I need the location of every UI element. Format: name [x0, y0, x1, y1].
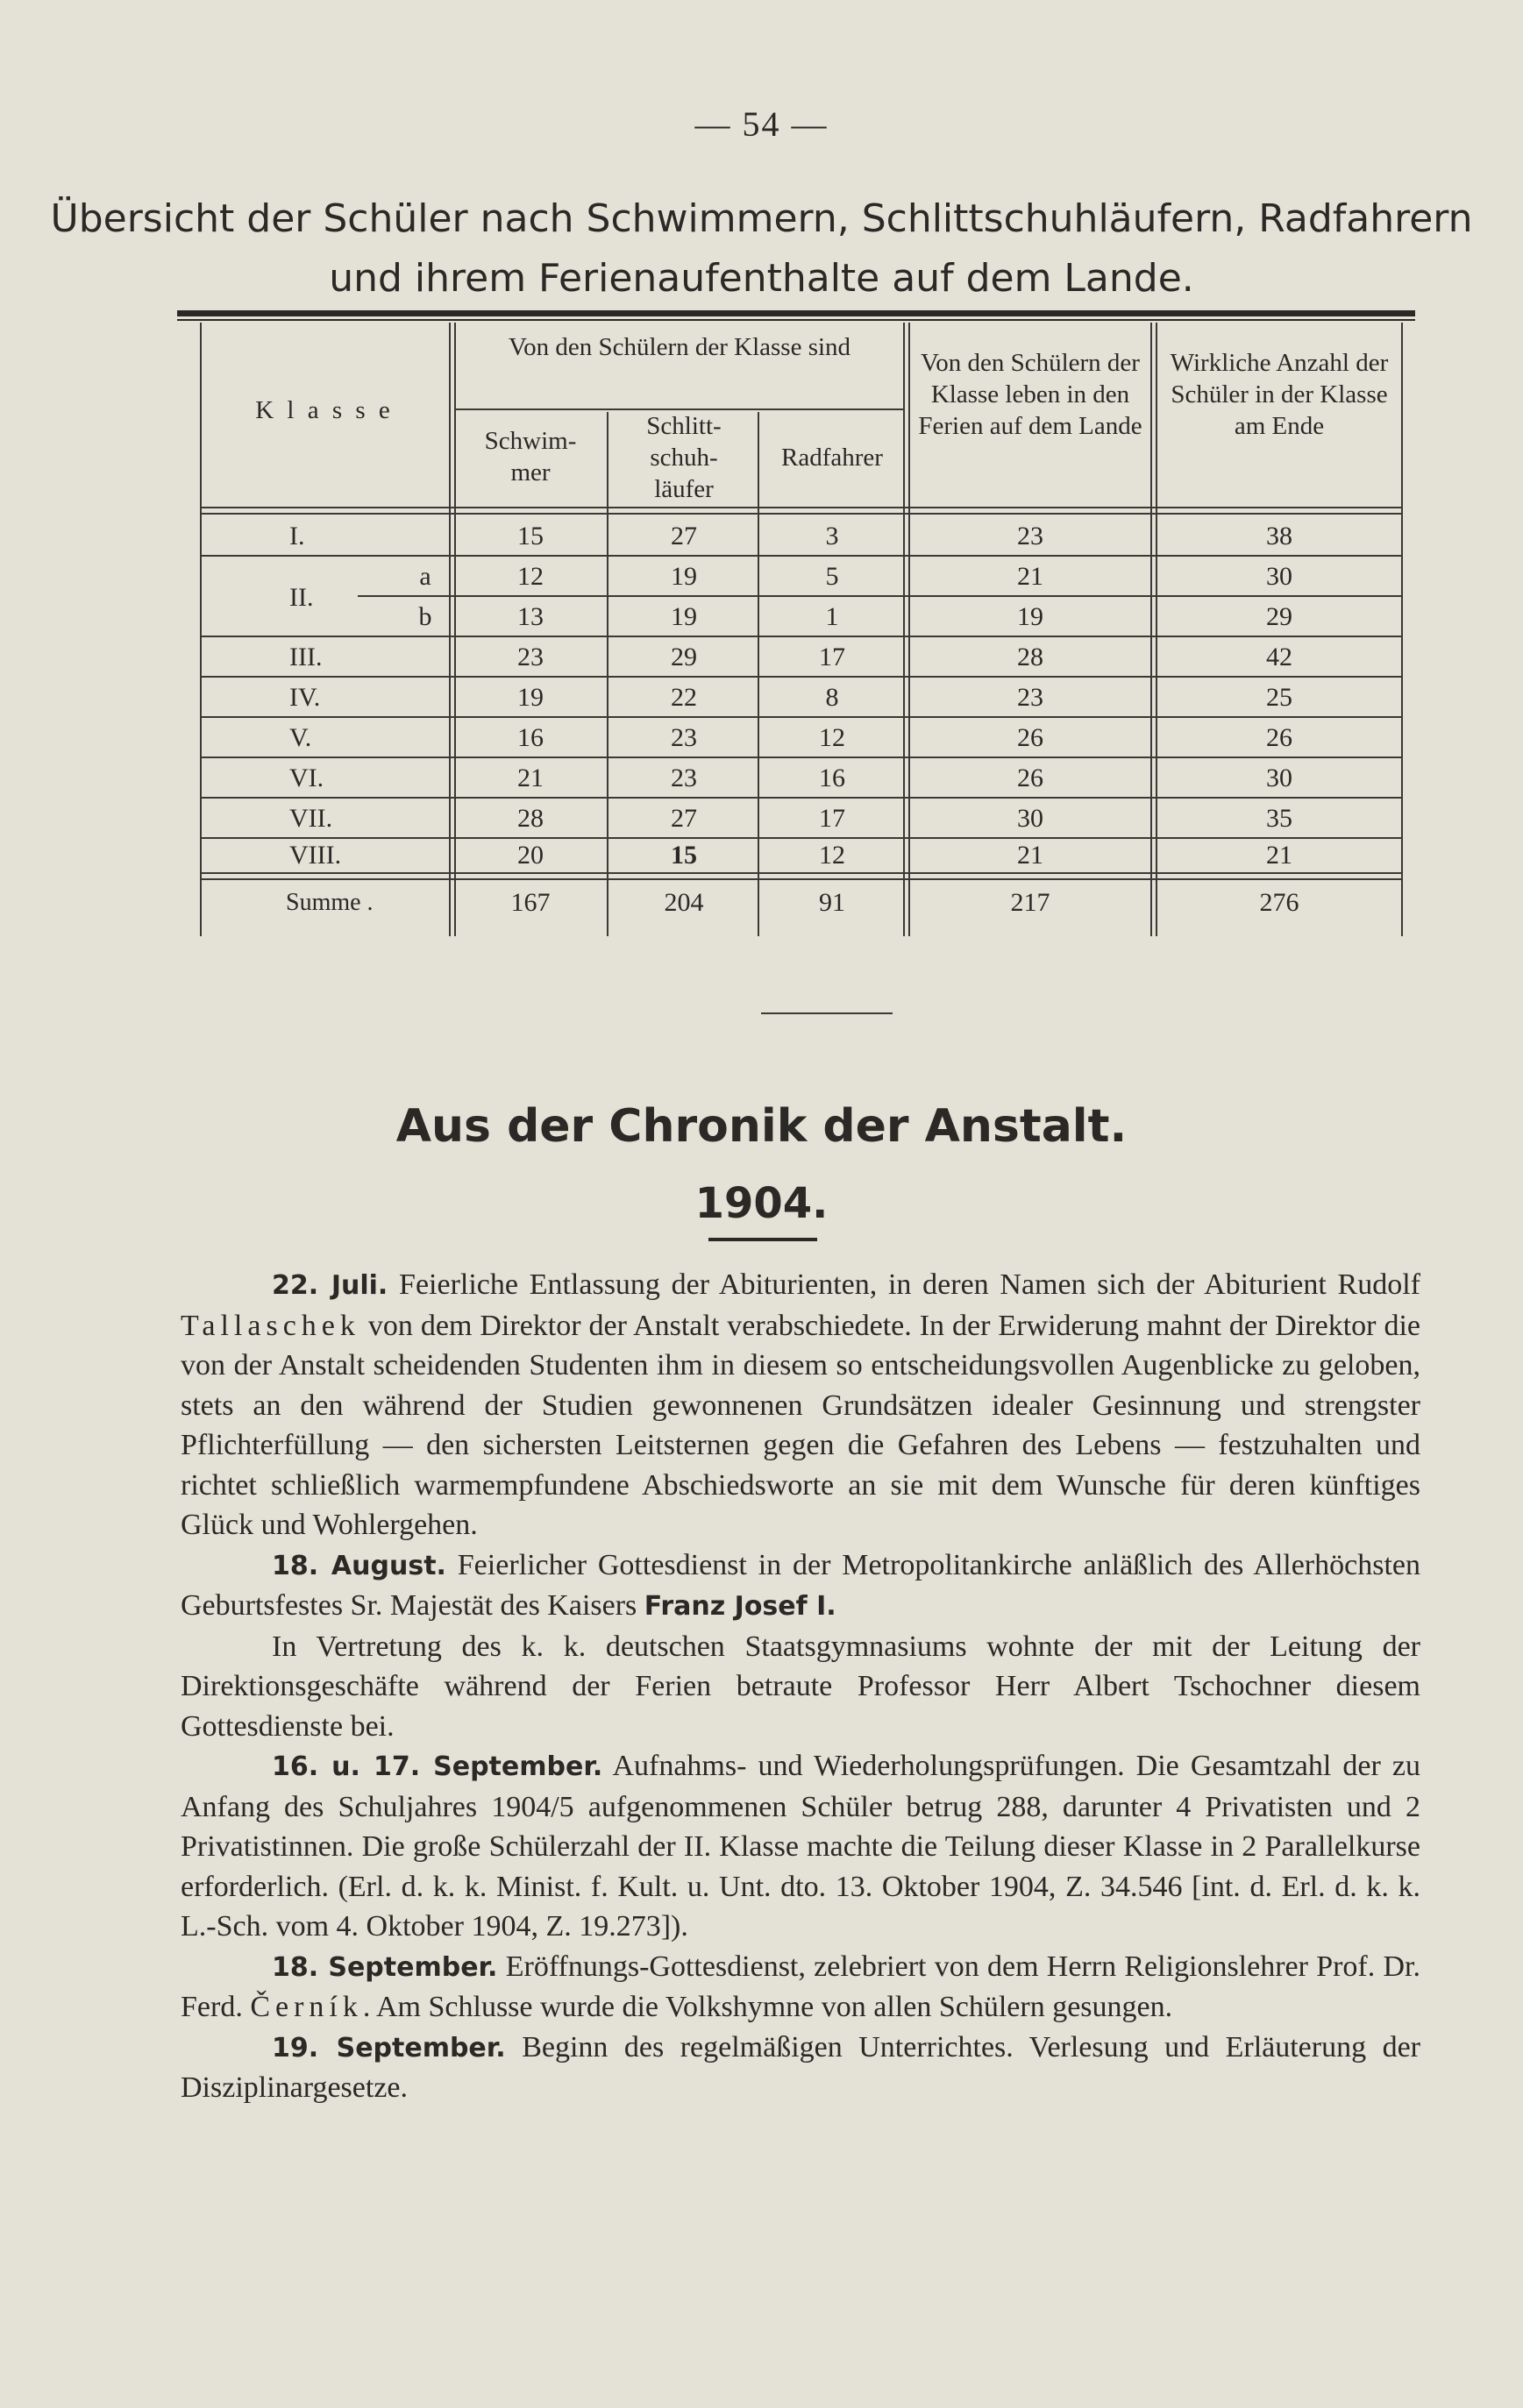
cell-radfahrer: 1 [825, 602, 839, 631]
header-schlittschuhlaeufer: Schlitt- schuh- läufer [646, 412, 722, 503]
statistics-table [0, 0, 1523, 964]
entry-18-august [181, 1545, 1420, 1627]
entry-text: In Vertretung des k. k. deutschen Staatsgymnasiums wohnte der mit der Leitung der Direktionsgeschäfte während der Ferien betraute Professor Herr Albert Tschochner diesem Gottesdienste bei. [181, 1630, 1420, 1743]
cell-klasse: VIII. [289, 841, 342, 870]
cell-lande: 23 [1017, 522, 1043, 551]
person-name: Tallaschek [181, 1309, 360, 1342]
cell-radfahrer: 5 [825, 562, 839, 591]
cell-schwimmer: 28 [517, 804, 544, 833]
cell-anzahl: 21 [1266, 841, 1292, 870]
cell-schlitt: 19 [671, 562, 697, 591]
cell-radfahrer: 17 [819, 643, 845, 671]
cell-anzahl: 42 [1266, 643, 1292, 671]
cell-anzahl: 30 [1266, 764, 1292, 792]
cell-lande: 21 [1017, 841, 1043, 870]
entry-date: 19. September. [272, 2032, 506, 2063]
cell-summe-label: Summe . [286, 889, 374, 916]
header-schwimmer: Schwim- mer [484, 427, 577, 487]
cell-anzahl: 29 [1266, 602, 1292, 631]
cell-anzahl: 26 [1266, 723, 1292, 752]
entry-19-september [181, 2028, 1420, 2108]
cell-radfahrer: 12 [819, 841, 845, 870]
cell-radfahrer: 16 [819, 764, 845, 792]
cell-anzahl: 276 [1259, 888, 1299, 917]
cell-schwimmer: 21 [517, 764, 544, 792]
cell-schwimmer: 15 [517, 522, 544, 551]
table-title-line1: Übersicht der Schüler nach Schwimmern, Schlittschuhläufern, Radfahrern [50, 196, 1473, 241]
page-number: — 54 — [694, 104, 829, 144]
entry-text: . Am Schlusse wurde die Volkshymne von allen Schülern gesungen. [362, 1991, 1173, 2023]
cell-schwimmer: 20 [517, 841, 544, 870]
entry-text: Feierliche Entlassung der Abiturienten, in deren Namen sich der Abiturient Rudolf [388, 1268, 1420, 1301]
cell-anzahl: 25 [1266, 683, 1292, 712]
cell-radfahrer: 8 [825, 683, 839, 712]
entry-text: von dem Direktor der Anstalt verabschiedete. In der Erwiderung mahnt der Direktor die von der Anstalt scheidenden Studenten ihm in diesem so entscheidungsvollen Augenblicke zu geloben, stets an den während der Studien gewonnenen Grundsätzen idealer Gesinnung und strengster Pflichterfüllung — den sichersten Leitsternen gegen die Gefahren des Lebens — festzuhalten und richtet schließlich warmempfundene Abschiedsworte an sie mit dem Wunsche für deren künftiges Glück und Wohlergehen. [181, 1309, 1420, 1541]
cell-klasse: VI. [289, 764, 324, 792]
cell-schwimmer: 12 [517, 562, 544, 591]
cell-schlitt: 27 [671, 522, 697, 551]
header-group: Von den Schülern der Klasse sind [508, 333, 851, 361]
header-radfahrer: Radfahrer [781, 444, 883, 472]
year-heading: 1904. [694, 1179, 829, 1228]
cell-lande: 26 [1017, 764, 1043, 792]
person-name: Franz Josef I. [644, 1591, 836, 1622]
cell-klasse: IV. [289, 683, 321, 712]
chronik-heading: Aus der Chronik der Anstalt. [395, 1100, 1128, 1153]
cell-schlitt: 29 [671, 643, 697, 671]
cell-schwimmer: 16 [517, 723, 544, 752]
cell-radfahrer: 12 [819, 723, 845, 752]
cell-schwimmer: 13 [517, 602, 544, 631]
cell-anzahl: 35 [1266, 804, 1292, 833]
cell-lande: 26 [1017, 723, 1043, 752]
cell-klasse: VII. [289, 804, 333, 833]
entry-date: 22. Juli. [272, 1270, 388, 1301]
section-separator [761, 1012, 893, 1014]
person-name: Černík [250, 1991, 363, 2023]
cell-klasse: III. [289, 643, 323, 671]
header-klasse: K l a s s e [255, 396, 394, 424]
cell-schwimmer: 23 [517, 643, 544, 671]
cell-sub: a [419, 562, 431, 591]
cell-anzahl: 38 [1266, 522, 1292, 551]
cell-radfahrer: 17 [819, 804, 845, 833]
entry-22-juli [181, 1265, 1420, 1545]
cell-schlitt: 204 [664, 888, 704, 917]
cell-schlitt: 19 [671, 602, 697, 631]
cell-schlitt: 23 [671, 723, 697, 752]
cell-schlitt: 22 [671, 683, 697, 712]
cell-lande: 30 [1017, 804, 1043, 833]
table-title-line2: und ihrem Ferienaufenthalte auf dem Lande. [329, 256, 1194, 301]
cell-klasse: V. [289, 723, 312, 752]
header-wirkliche-anzahl: Wirkliche Anzahl der Schüler in der Klasse am Ende [1170, 349, 1389, 440]
entry-text: Feierlicher Gottesdienst in der Metropolitankirche anläßlich des Allerhöchsten Geburtsfestes Sr. Majestät des Kaisers [181, 1548, 1420, 1622]
entry-date: 18. August. [272, 1550, 446, 1581]
year-underline [708, 1238, 817, 1241]
entry-text: Beginn des regelmäßigen Unterrichtes. Verlesung und Erläuterung der Disziplinargesetze. [181, 2030, 1421, 2104]
cell-lande: 217 [1010, 888, 1050, 917]
cell-lande: 21 [1017, 562, 1043, 591]
cell-klasse: I. [289, 522, 305, 551]
entry-date: 16. u. 17. September. [272, 1751, 603, 1782]
cell-klasse: II. [289, 583, 314, 612]
entry-date: 18. September. [272, 1951, 498, 1983]
cell-anzahl: 30 [1266, 562, 1292, 591]
cell-schlitt: 15 [671, 841, 697, 870]
entry-text: Eröffnungs-Gottesdienst, zelebriert von dem Herrn Religionslehrer Prof. Dr. Ferd. [181, 1950, 1421, 2023]
cell-schlitt: 27 [671, 804, 697, 833]
cell-schwimmer: 167 [510, 888, 551, 917]
entry-text: Aufnahms- und Wiederholungsprüfungen. Die Gesamtzahl der zu Anfang des Schuljahres 1904/5 aufgenommenen Schüler betrug 288, darunter 4 Privatisten und 2 Privatistinnen. Die große Schülerzahl der II. Klasse machte die Teilung dieser Klasse in 2 Parallelkurse erforderlich. (Erl. d. k. k. Minist. f. Kult. u. Unt. dto. 13. Oktober 1904, Z. 34.546 [int. d. Erl. d. k. k. L.-Sch. vom 4. Oktober 1904, Z. 19.273]). [181, 1750, 1420, 1943]
cell-lande: 28 [1017, 643, 1043, 671]
entry-18-september [181, 1947, 1420, 2028]
cell-lande: 19 [1017, 602, 1043, 631]
cell-sub: b [418, 602, 432, 631]
entry-vertretung [181, 1627, 1420, 1747]
cell-schwimmer: 19 [517, 683, 544, 712]
cell-radfahrer: 91 [819, 888, 845, 917]
chronik-body [181, 1265, 1420, 2108]
cell-lande: 23 [1017, 683, 1043, 712]
entry-16-17-september [181, 1746, 1420, 1947]
cell-radfahrer: 3 [825, 522, 839, 551]
header-ferien-lande: Von den Schülern der Klasse leben in den Ferien auf dem Lande [918, 349, 1142, 440]
cell-schlitt: 23 [671, 764, 697, 792]
